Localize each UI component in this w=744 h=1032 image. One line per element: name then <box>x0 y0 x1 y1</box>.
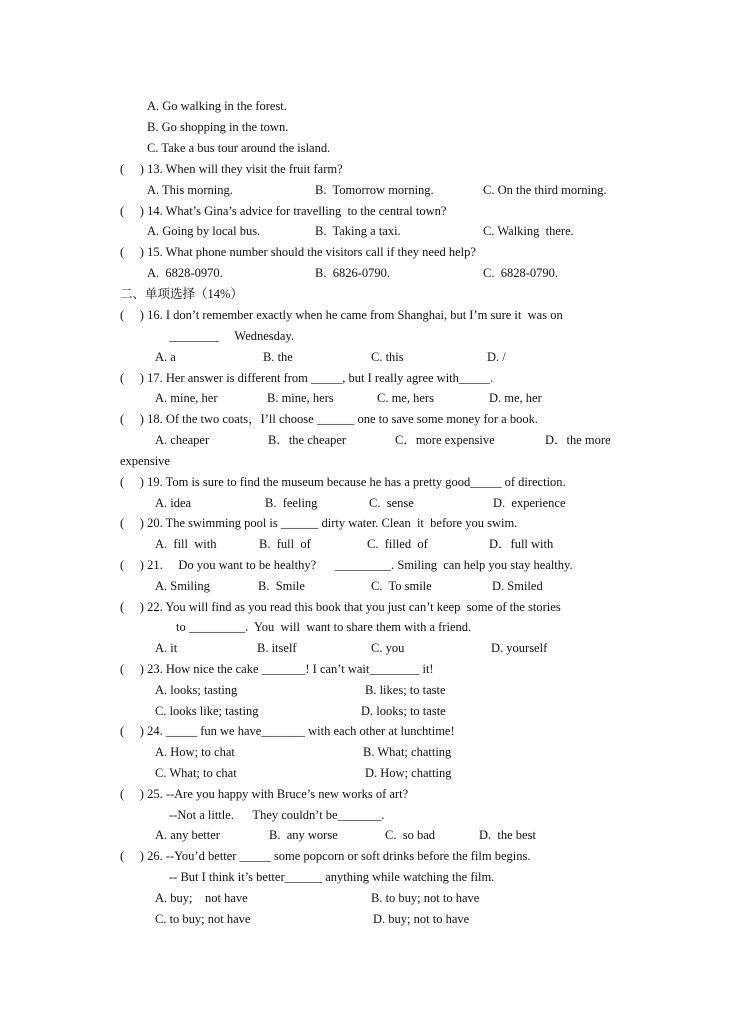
question-26-cont: -- But I think it’s better______ anything while watching the film. <box>169 870 495 884</box>
question-21: ( ) 21. Do you want to be healthy? _________. Smiling can help you stay healthy. <box>120 558 573 572</box>
q24-option-d: D. How; chatting <box>365 766 452 780</box>
question-23: ( ) 23. How nice the cake _______! I can’t wait________ it! <box>120 662 434 676</box>
question-22-cont: to _________. You will want to share them with a friend. <box>176 620 472 634</box>
question-19: ( ) 19. Tom is sure to find the museum because he has a pretty good_____ of direction. <box>120 475 566 489</box>
q19-option-d: D. experience <box>493 496 566 510</box>
question-25: ( ) 25. --Are you happy with Bruce’s new works of art? <box>120 787 409 801</box>
question-24: ( ) 24. _____ fun we have_______ with each other at lunchtime! <box>120 724 455 738</box>
q16-option-b: B. the <box>263 350 293 364</box>
q18-option-d-wrap: expensive <box>120 454 170 468</box>
q22-option-d: D. yourself <box>491 641 548 655</box>
option-c: C. Take a bus tour around the island. <box>147 141 331 155</box>
q21-option-b: B. Smile <box>258 579 305 593</box>
q19-option-b: B. feeling <box>265 496 318 510</box>
question-20: ( ) 20. The swimming pool is ______ dirty water. Clean it before you swim. <box>120 516 518 530</box>
q18-option-b: B．the cheaper <box>268 433 347 447</box>
q20-option-d: D．full with <box>489 537 554 551</box>
q26-option-c: C. to buy; not have <box>155 912 251 926</box>
q17-option-b: B. mine, hers <box>267 391 334 405</box>
question-26: ( ) 26. --You’d better _____ some popcorn or soft drinks before the film begins. <box>120 849 531 863</box>
q24-option-a: A. How; to chat <box>155 745 235 759</box>
q18-option-c: C．more expensive <box>395 433 495 447</box>
q13-option-b: B. Tomorrow morning. <box>315 183 434 197</box>
q24-option-b: B. What; chatting <box>363 745 452 759</box>
q13-option-a: A. This morning. <box>147 183 233 197</box>
q21-option-a: A. Smiling <box>155 579 210 593</box>
q15-option-b: B. 6826-0790. <box>315 266 390 280</box>
q15-option-a: A. 6828-0970. <box>147 266 223 280</box>
q20-option-b: B. full of <box>259 537 311 551</box>
question-18: ( ) 18. Of the two coats，I’ll choose ______ one to save some money for a book. <box>120 412 538 426</box>
q14-option-b: B. Taking a taxi. <box>315 224 401 238</box>
q20-option-c: C. filled of <box>367 537 428 551</box>
q14-option-c: C. Walking there. <box>483 224 574 238</box>
section-heading: 二、单项选择（14%） <box>120 287 243 301</box>
question-15: ( ) 15. What phone number should the visitors call if they need help? <box>120 245 476 259</box>
q22-option-c: C. you <box>371 641 405 655</box>
question-25-cont: --Not a little. They couldn’t be_______. <box>169 808 385 822</box>
q16-option-c: C. this <box>371 350 404 364</box>
q18-option-d: D．the more <box>545 433 611 447</box>
q13-option-c: C. On the third morning. <box>483 183 607 197</box>
q23-option-d: D. looks; to taste <box>361 704 446 718</box>
q18-option-a: A. cheaper <box>155 433 210 447</box>
q24-option-c: C. What; to chat <box>155 766 237 780</box>
q25-option-a: A. any better <box>155 828 220 842</box>
question-16-cont: ________ Wednesday. <box>169 329 295 343</box>
q22-option-b: B. itself <box>257 641 297 655</box>
question-13: ( ) 13. When will they visit the fruit farm? <box>120 162 343 176</box>
q22-option-a: A. it <box>155 641 178 655</box>
question-17: ( ) 17. Her answer is different from _____, but I really agree with_____. <box>120 371 494 385</box>
q16-option-a: A. a <box>155 350 176 364</box>
q17-option-d: D. me, her <box>489 391 542 405</box>
q23-option-a: A. looks; tasting <box>155 683 238 697</box>
q26-option-a: A. buy; not have <box>155 891 248 905</box>
question-22: ( ) 22. You will find as you read this book that you just can’t keep some of the stories <box>120 600 561 614</box>
q17-option-c: C. me, hers <box>377 391 434 405</box>
question-16: ( ) 16. I don’t remember exactly when he came from Shanghai, but I’m sure it was on <box>120 308 563 322</box>
q26-option-b: B. to buy; not to have <box>371 891 480 905</box>
question-14: ( ) 14. What’s Gina’s advice for travelling to the central town? <box>120 204 447 218</box>
q25-option-b: B. any worse <box>269 828 338 842</box>
q25-option-c: C. so bad <box>385 828 435 842</box>
q19-option-a: A. idea <box>155 496 192 510</box>
q25-option-d: D. the best <box>479 828 536 842</box>
q17-option-a: A. mine, her <box>155 391 218 405</box>
q21-option-c: C. To smile <box>371 579 432 593</box>
q15-option-c: C. 6828-0790. <box>483 266 558 280</box>
q20-option-a: A. fill with <box>155 537 217 551</box>
q26-option-d: D. buy; not to have <box>373 912 470 926</box>
q16-option-d: D. / <box>487 350 506 364</box>
option-b: B. Go shopping in the town. <box>147 120 289 134</box>
q21-option-d: D. Smiled <box>492 579 543 593</box>
q23-option-c: C. looks like; tasting <box>155 704 259 718</box>
option-a: A. Go walking in the forest. <box>147 99 287 113</box>
q19-option-c: C. sense <box>369 496 414 510</box>
q14-option-a: A. Going by local bus. <box>147 224 261 238</box>
q23-option-b: B. likes; to taste <box>365 683 446 697</box>
